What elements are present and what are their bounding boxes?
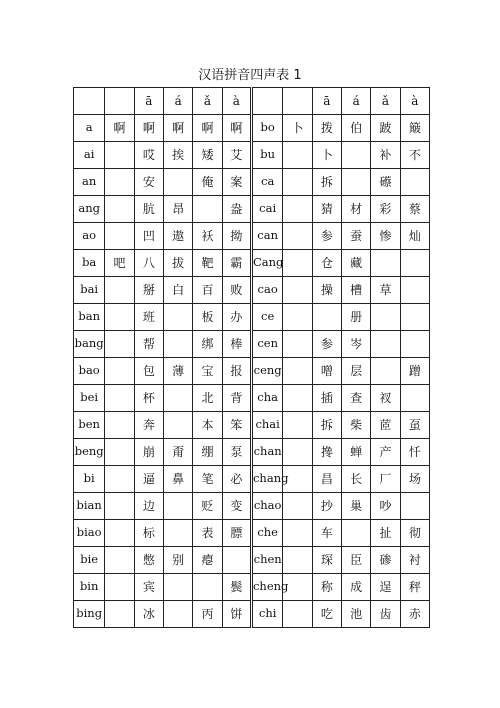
left-syllable-header: [74, 88, 105, 115]
left-char-cell: 挨: [164, 142, 193, 169]
left-char-cell: [105, 169, 134, 196]
right-syllable-cell: cha: [251, 385, 282, 412]
left-char-cell: 宾: [134, 574, 163, 601]
left-char-cell: 别: [164, 547, 193, 574]
right-char-cell: 赤: [400, 601, 429, 628]
left-syllable-cell: ang: [74, 196, 105, 223]
right-char-cell: 蝉: [341, 439, 370, 466]
left-syllable-cell: bie: [74, 547, 105, 574]
right-char-cell: 操: [312, 277, 341, 304]
right-char-cell: 产: [371, 439, 400, 466]
right-syllable-cell: cheng: [251, 574, 282, 601]
tone-header-3: ǎ: [193, 88, 222, 115]
left-char-cell: 瘪: [193, 547, 222, 574]
left-char-cell: 袄: [193, 223, 222, 250]
left-char-cell: 北: [193, 385, 222, 412]
right-char-cell: 扯: [371, 520, 400, 547]
right-char-cell: 拨: [312, 115, 341, 142]
right-char-cell: 惨: [371, 223, 400, 250]
right-char-cell: [283, 412, 312, 439]
right-syllable-cell: che: [251, 520, 282, 547]
right-char-cell: [283, 196, 312, 223]
right-syllable-cell: bo: [251, 115, 282, 142]
right-char-cell: 藏: [341, 250, 370, 277]
right-char-cell: [283, 142, 312, 169]
left-char-cell: 矮: [193, 142, 222, 169]
left-char-cell: [105, 574, 134, 601]
right-syllable-cell: ce: [251, 304, 282, 331]
right-char-cell: [283, 493, 312, 520]
table-row: [74, 385, 430, 412]
table-row: [74, 169, 430, 196]
right-char-cell: 草: [371, 277, 400, 304]
left-char-cell: 憋: [134, 547, 163, 574]
right-char-cell: 巢: [341, 493, 370, 520]
right-char-cell: 仓: [312, 250, 341, 277]
right-char-cell: 拆: [312, 412, 341, 439]
right-char-cell: 碜: [371, 547, 400, 574]
left-char-cell: 必: [222, 466, 251, 493]
right-char-cell: [400, 385, 429, 412]
right-char-cell: 场: [400, 466, 429, 493]
right-syllable-cell: bu: [251, 142, 282, 169]
left-char-cell: 案: [222, 169, 251, 196]
left-char-cell: 俺: [193, 169, 222, 196]
left-char-cell: 哎: [134, 142, 163, 169]
right-char-cell: 查: [341, 385, 370, 412]
left-syllable-cell: an: [74, 169, 105, 196]
table-row: [74, 196, 430, 223]
right-char-cell: 槽: [341, 277, 370, 304]
right-char-cell: 参: [312, 331, 341, 358]
left-char-cell: 百: [193, 277, 222, 304]
left-char-cell: [164, 493, 193, 520]
left-char-cell: [193, 574, 222, 601]
right-char-cell: 车: [312, 520, 341, 547]
left-char-cell: 肮: [134, 196, 163, 223]
left-syllable-cell: bin: [74, 574, 105, 601]
right-syllable-cell: chai: [251, 412, 282, 439]
left-char-cell: [105, 142, 134, 169]
right-syllable-cell: cao: [251, 277, 282, 304]
right-char-cell: 参: [312, 223, 341, 250]
left-char-cell: 绑: [193, 331, 222, 358]
right-char-cell: [400, 331, 429, 358]
table-row: [74, 250, 430, 277]
right-char-cell: 伯: [341, 115, 370, 142]
right-syllable-cell: can: [251, 223, 282, 250]
tone-header-2: á: [164, 88, 193, 115]
right-char-cell: 跛: [371, 115, 400, 142]
right-char-cell: [283, 223, 312, 250]
table-row: [74, 601, 430, 628]
right-char-cell: 长: [341, 466, 370, 493]
right-char-cell: 抄: [312, 493, 341, 520]
tone-header-1: ā: [134, 88, 163, 115]
right-char-cell: [371, 358, 400, 385]
pinyin-tone-table: [73, 87, 430, 628]
right-char-cell: 礤: [371, 169, 400, 196]
tone-header-2: á: [341, 88, 370, 115]
left-char-cell: [164, 601, 193, 628]
table-row: [74, 466, 430, 493]
right-char-cell: [312, 304, 341, 331]
right-char-cell: 成: [341, 574, 370, 601]
right-syllable-cell: ceng: [251, 358, 282, 385]
left-char-cell: 啊: [164, 115, 193, 142]
left-syllable-cell: ban: [74, 304, 105, 331]
tone-header-row: [74, 88, 430, 115]
left-char-cell: 拔: [164, 250, 193, 277]
left-syllable-cell: bei: [74, 385, 105, 412]
left-char-cell: [105, 520, 134, 547]
right-char-cell: [400, 250, 429, 277]
table-row: [74, 223, 430, 250]
left-char-cell: 饼: [222, 601, 251, 628]
left-syllable-cell: beng: [74, 439, 105, 466]
right-char-cell: [283, 385, 312, 412]
right-char-cell: [341, 142, 370, 169]
left-char-cell: [105, 385, 134, 412]
table-row: [74, 520, 430, 547]
right-char-cell: 臣: [341, 547, 370, 574]
left-syllable-cell: bian: [74, 493, 105, 520]
tone-header-3: ǎ: [371, 88, 400, 115]
left-char-cell: [105, 547, 134, 574]
left-char-cell: [164, 304, 193, 331]
left-syllable-cell: ai: [74, 142, 105, 169]
left-char-cell: 吧: [105, 250, 134, 277]
right-char-cell: 簸: [400, 115, 429, 142]
right-char-cell: 吵: [371, 493, 400, 520]
left-char-cell: 笔: [193, 466, 222, 493]
right-char-cell: 逞: [371, 574, 400, 601]
right-char-cell: 蚕: [341, 223, 370, 250]
right-char-cell: 蔡: [400, 196, 429, 223]
left-char-cell: 鬓: [222, 574, 251, 601]
left-syllable-cell: biao: [74, 520, 105, 547]
right-char-cell: 衬: [400, 547, 429, 574]
left-char-cell: 拗: [222, 223, 251, 250]
right-char-cell: [283, 601, 312, 628]
left-char-cell: [193, 196, 222, 223]
left-char-cell: 薄: [164, 358, 193, 385]
table-row: [74, 574, 430, 601]
right-char-cell: 厂: [371, 466, 400, 493]
right-syllable-cell: Cang: [251, 250, 282, 277]
tone-header-0: [105, 88, 134, 115]
left-char-cell: 凹: [134, 223, 163, 250]
left-char-cell: 棒: [222, 331, 251, 358]
left-char-cell: 败: [222, 277, 251, 304]
right-char-cell: 吃: [312, 601, 341, 628]
right-char-cell: [283, 250, 312, 277]
left-char-cell: [105, 412, 134, 439]
left-char-cell: [222, 547, 251, 574]
right-syllable-cell: chao: [251, 493, 282, 520]
table-row: [74, 493, 430, 520]
left-char-cell: 啊: [193, 115, 222, 142]
right-char-cell: 层: [341, 358, 370, 385]
left-syllable-cell: ba: [74, 250, 105, 277]
left-char-cell: 冰: [134, 601, 163, 628]
right-char-cell: [283, 520, 312, 547]
tone-header-4: à: [222, 88, 251, 115]
right-char-cell: 不: [400, 142, 429, 169]
left-char-cell: 杯: [134, 385, 163, 412]
left-char-cell: [164, 574, 193, 601]
left-char-cell: [105, 331, 134, 358]
left-char-cell: [105, 601, 134, 628]
right-char-cell: [371, 331, 400, 358]
table-row: [74, 331, 430, 358]
left-char-cell: [105, 223, 134, 250]
right-char-cell: [341, 520, 370, 547]
left-syllable-cell: bang: [74, 331, 105, 358]
left-char-cell: 笨: [222, 412, 251, 439]
left-char-cell: 霸: [222, 250, 251, 277]
left-syllable-cell: bao: [74, 358, 105, 385]
right-char-cell: [283, 277, 312, 304]
left-char-cell: 变: [222, 493, 251, 520]
left-char-cell: [164, 385, 193, 412]
left-char-cell: 办: [222, 304, 251, 331]
left-char-cell: 绷: [193, 439, 222, 466]
right-char-cell: 卜: [312, 142, 341, 169]
left-syllable-cell: ben: [74, 412, 105, 439]
right-char-cell: 彩: [371, 196, 400, 223]
left-char-cell: 啊: [222, 115, 251, 142]
table-row: [74, 439, 430, 466]
left-char-cell: [164, 331, 193, 358]
right-char-cell: 茝: [371, 412, 400, 439]
left-char-cell: [105, 277, 134, 304]
tone-header-1: ā: [312, 88, 341, 115]
left-char-cell: 边: [134, 493, 163, 520]
right-syllable-cell: chen: [251, 547, 282, 574]
right-char-cell: [400, 277, 429, 304]
table-row: [74, 115, 430, 142]
table-row: [74, 304, 430, 331]
left-char-cell: 白: [164, 277, 193, 304]
left-char-cell: [105, 439, 134, 466]
right-syllable-header: [251, 88, 282, 115]
left-char-cell: [105, 493, 134, 520]
left-char-cell: 鼻: [164, 466, 193, 493]
page-title: 汉语拼音四声表 1: [198, 68, 302, 83]
left-syllable-cell: bai: [74, 277, 105, 304]
left-char-cell: 啊: [134, 115, 163, 142]
left-char-cell: 板: [193, 304, 222, 331]
left-char-cell: 泵: [222, 439, 251, 466]
right-char-cell: [400, 493, 429, 520]
left-syllable-cell: ao: [74, 223, 105, 250]
left-char-cell: 贬: [193, 493, 222, 520]
right-syllable-cell: chang: [251, 466, 282, 493]
table-row: [74, 547, 430, 574]
table-row: [74, 142, 430, 169]
right-char-cell: 齿: [371, 601, 400, 628]
right-char-cell: 插: [312, 385, 341, 412]
left-char-cell: 艾: [222, 142, 251, 169]
right-char-cell: 池: [341, 601, 370, 628]
table-row: [74, 358, 430, 385]
right-char-cell: 称: [312, 574, 341, 601]
right-char-cell: [371, 304, 400, 331]
right-char-cell: [283, 439, 312, 466]
left-char-cell: 安: [134, 169, 163, 196]
right-char-cell: 蹭: [400, 358, 429, 385]
right-char-cell: 灿: [400, 223, 429, 250]
right-char-cell: 噌: [312, 358, 341, 385]
left-char-cell: 标: [134, 520, 163, 547]
right-char-cell: [283, 331, 312, 358]
right-syllable-cell: chi: [251, 601, 282, 628]
right-char-cell: 材: [341, 196, 370, 223]
left-char-cell: 八: [134, 250, 163, 277]
left-char-cell: 崩: [134, 439, 163, 466]
left-syllable-cell: bing: [74, 601, 105, 628]
right-char-cell: 岑: [341, 331, 370, 358]
right-char-cell: [283, 169, 312, 196]
right-char-cell: 册: [341, 304, 370, 331]
left-char-cell: [164, 169, 193, 196]
tone-header-0: [283, 88, 312, 115]
left-char-cell: 宝: [193, 358, 222, 385]
right-char-cell: 猜: [312, 196, 341, 223]
left-char-cell: 奔: [134, 412, 163, 439]
right-char-cell: 彻: [400, 520, 429, 547]
right-char-cell: 衩: [371, 385, 400, 412]
left-char-cell: 膘: [222, 520, 251, 547]
left-syllable-cell: bi: [74, 466, 105, 493]
left-syllable-cell: a: [74, 115, 105, 142]
right-char-cell: [371, 250, 400, 277]
left-char-cell: [164, 412, 193, 439]
right-char-cell: [400, 304, 429, 331]
right-char-cell: 拆: [312, 169, 341, 196]
left-char-cell: 班: [134, 304, 163, 331]
right-char-cell: 秤: [400, 574, 429, 601]
right-char-cell: [341, 169, 370, 196]
left-char-cell: 甭: [164, 439, 193, 466]
right-char-cell: 虿: [400, 412, 429, 439]
left-char-cell: 靶: [193, 250, 222, 277]
left-char-cell: 逼: [134, 466, 163, 493]
left-char-cell: 丙: [193, 601, 222, 628]
left-char-cell: 盎: [222, 196, 251, 223]
left-char-cell: [105, 358, 134, 385]
right-char-cell: 柴: [341, 412, 370, 439]
right-char-cell: 琛: [312, 547, 341, 574]
left-char-cell: 掰: [134, 277, 163, 304]
right-char-cell: 补: [371, 142, 400, 169]
right-char-cell: [400, 169, 429, 196]
left-char-cell: 报: [222, 358, 251, 385]
left-char-cell: 昂: [164, 196, 193, 223]
right-syllable-cell: cai: [251, 196, 282, 223]
left-char-cell: 啊: [105, 115, 134, 142]
right-char-cell: 搀: [312, 439, 341, 466]
right-syllable-cell: cen: [251, 331, 282, 358]
right-char-cell: 卜: [283, 115, 312, 142]
table-row: [74, 277, 430, 304]
left-char-cell: 包: [134, 358, 163, 385]
left-char-cell: 帮: [134, 331, 163, 358]
right-char-cell: [283, 304, 312, 331]
left-char-cell: [105, 466, 134, 493]
left-char-cell: 遨: [164, 223, 193, 250]
right-syllable-cell: chan: [251, 439, 282, 466]
left-char-cell: 本: [193, 412, 222, 439]
right-syllable-cell: ca: [251, 169, 282, 196]
left-char-cell: [164, 520, 193, 547]
right-char-cell: 昌: [312, 466, 341, 493]
table-row: [74, 412, 430, 439]
right-char-cell: [283, 547, 312, 574]
right-char-cell: [283, 358, 312, 385]
left-char-cell: 表: [193, 520, 222, 547]
left-char-cell: 背: [222, 385, 251, 412]
tone-header-4: à: [400, 88, 429, 115]
left-char-cell: [105, 196, 134, 223]
right-char-cell: 忏: [400, 439, 429, 466]
left-char-cell: [105, 304, 134, 331]
